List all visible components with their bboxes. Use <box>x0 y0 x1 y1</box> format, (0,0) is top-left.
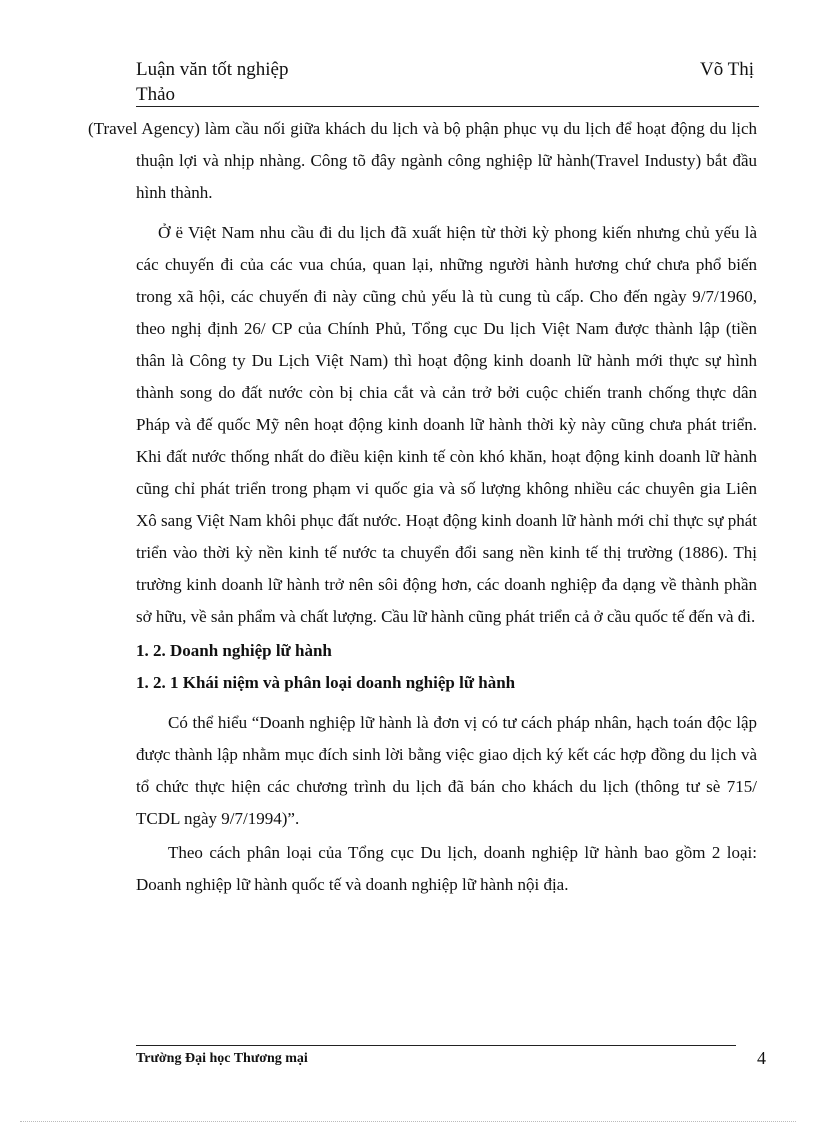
subsection-heading: 1. 2. 1 Khái niệm và phân loại doanh nghiệp lữ hành <box>136 673 516 692</box>
header-title: Luận văn tốt nghiệp <box>136 59 289 80</box>
paragraph-4: Theo cách phân loại của Tổng cục Du lịch, doanh nghiệp lữ hành bao gồm 2 loại: Doanh nghiệp lữ hành quốc tế và doanh nghiệp lữ hành nội địa. <box>136 843 757 894</box>
paragraph-3: Có thể hiểu “Doanh nghiệp lữ hành là đơn vị có tư cách pháp nhân, hạch toán độc lập được thành lập nhằm mục đích sinh lời bằng việc giao dịch ký kết các hợp đồng du lịch và tổ chức thực hiện các chương trình du lịch đã bán cho khách du lịch (thông tư sè 715/ TCDL ngày 9/7/1994)”. <box>136 713 757 828</box>
header-author: Võ Thị <box>699 59 754 80</box>
header-author-continued: Thảo <box>136 84 176 105</box>
paragraph-1: (Travel Agency) làm cầu nối giữa khách du lịch và bộ phận phục vụ du lịch để hoạt động du lịch thuận lợi và nhịp nhàng. Công tõ đây ngành công nghiệp lữ hành(Travel Industy) bắt đầu hình thành. <box>88 119 757 202</box>
document-body <box>88 113 757 901</box>
page-edge-divider <box>20 1121 796 1122</box>
footer-rule <box>136 1045 736 1046</box>
page-number: 4 <box>757 1048 766 1068</box>
section-heading: 1. 2. Doanh nghiệp lữ hành <box>136 641 332 660</box>
footer-school: Trường Đại học Thương mại <box>136 1051 308 1066</box>
header-rule <box>136 106 759 107</box>
paragraph-2: Ở ë Việt Nam nhu cầu đi du lịch đã xuất hiện từ thời kỳ phong kiến nhưng chủ yếu là các chuyến đi của các vua chúa, quan lại, những người hành hương chứ chưa phổ biến trong xã hội, các chuyến đi này cũng chủ yếu là tù cung tù cấp. Cho đến ngày 9/7/1960, theo nghị định 26/ CP của Chính Phủ, Tổng cục Du lịch Việt Nam được thành lập (tiền thân là Công ty Du Lịch Việt Nam) thì hoạt động kinh doanh lữ hành mới thực sự hình thành song do đất nước còn bị chia cắt và cản trở bởi cuộc chiến tranh chống thực dân Pháp và đế quốc Mỹ nên hoạt động kinh doanh lữ hành thời kỳ này cũng chưa phát triển. Khi đất nước thống nhất do điều kiện kinh tế còn khó khăn, hoạt động kinh doanh lữ hành cũng chỉ phát triển trong phạm vi quốc gia và số lượng không nhiều các chuyên gia Liên Xô sang Việt Nam khôi phục đất nước. Hoạt động kinh doanh lữ hành mới chỉ thực sự phát triển vào thời kỳ nền kinh tế nước ta chuyển đổi sang nền kinh tế thị trường (1886). Thị trường kinh doanh lữ hành trở nên sôi động hơn, các doanh nghiệp đa dạng về thành phần sở hữu, về sản phẩm và chất lượng. Cầu lữ hành cũng phát triển cả ở cầu quốc tế đến và đi. <box>136 223 757 626</box>
